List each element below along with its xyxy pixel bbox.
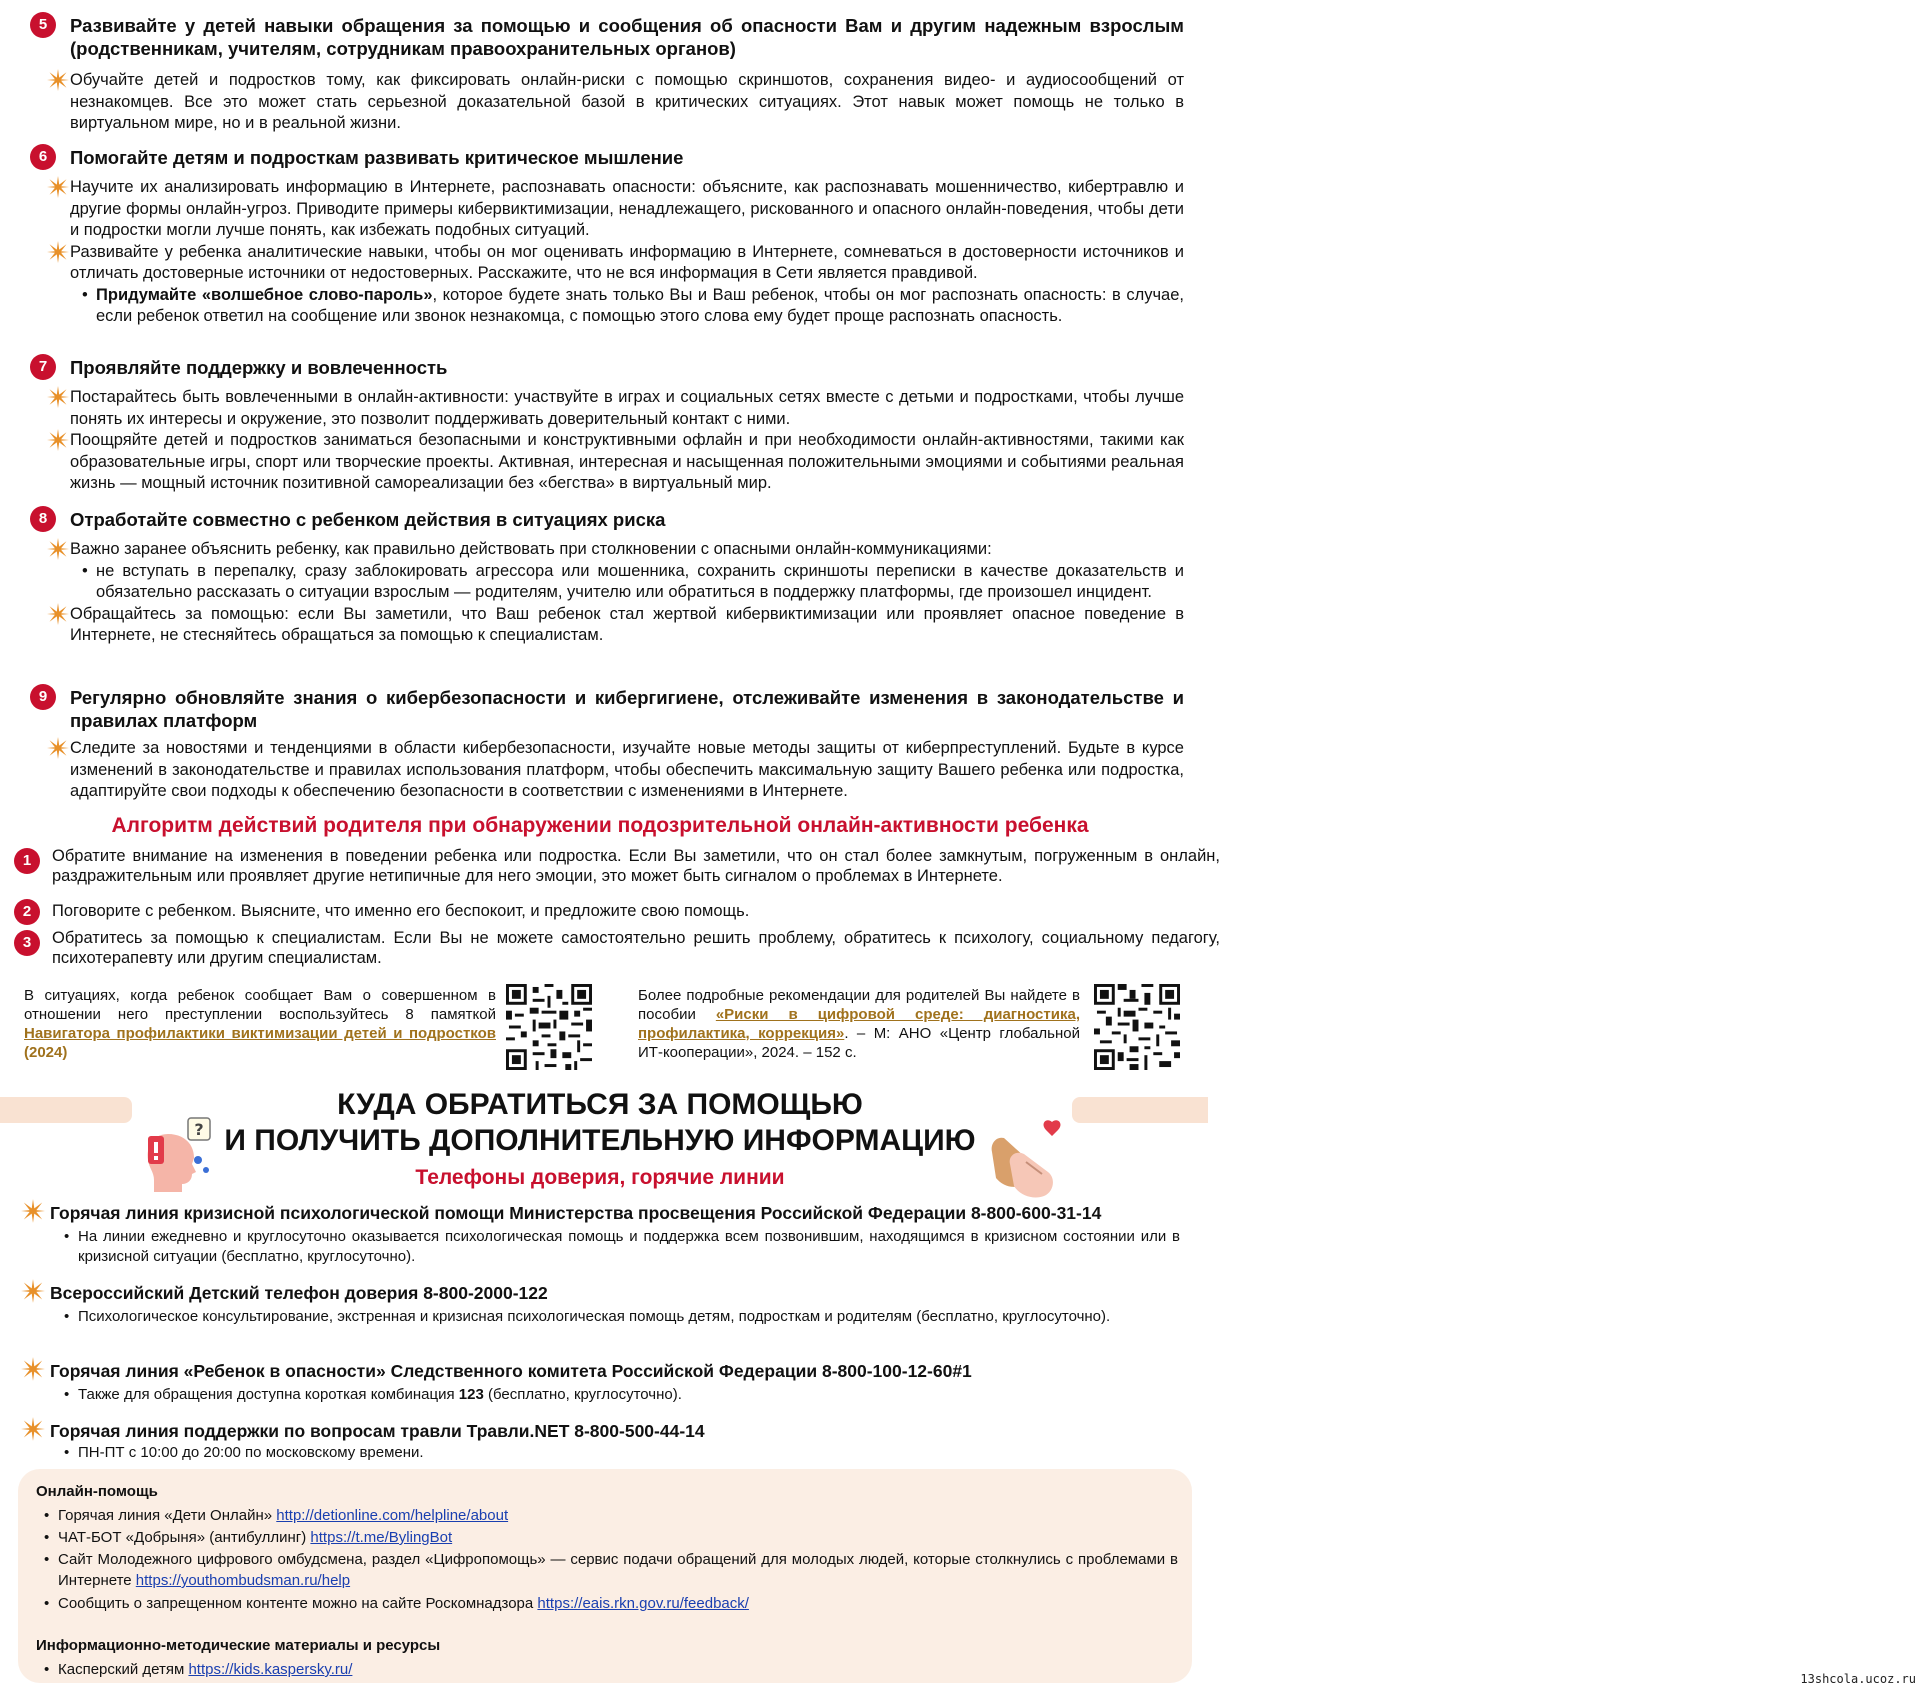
- section-heading: [24, 356, 1184, 379]
- section-title: Проявляйте поддержку и вовлеченность: [70, 357, 448, 378]
- sub-bullet-text: , которое будете знать только Вы и Ваш ребенок, чтобы он мог распознать опасность: в случае, если ребенок ответил на сообщение или звонок незнакомца, с помощью этого слова ему будет проще распознать опасность.: [96, 285, 1184, 325]
- bullet-item: [24, 70, 1184, 135]
- resources-title: Информационно-методические материалы и ресурсы: [36, 1637, 441, 1654]
- resource-text: Касперский детям: [58, 1661, 189, 1678]
- dot-bullet-icon: •: [82, 561, 88, 580]
- hotline-title-text: Горячая линия кризисной психологической помощи Министерства просвещения Российской Федерации 8-800-600-31-14: [50, 1203, 1102, 1223]
- section-title: Помогайте детям и подросткам развивать критическое мышление: [70, 147, 684, 168]
- hotline-desc: [20, 1443, 1180, 1463]
- step-number-badge: 3: [14, 930, 40, 956]
- dot-bullet-icon: •: [44, 1661, 50, 1678]
- sub-bullet-item: [24, 285, 1184, 328]
- online-help-title: Онлайн-помощь: [36, 1483, 158, 1500]
- reference-year: (2024): [24, 1044, 68, 1061]
- hotline-title: [20, 1202, 1180, 1224]
- hotline-title: [20, 1282, 1180, 1304]
- qr-code-right[interactable]: [1094, 984, 1180, 1070]
- reference-tail: . – М: АНО «Центр глобальной ИТ-кооперации», 2024. – 152 с.: [638, 1025, 1080, 1061]
- help-subtitle: Телефоны доверия, горячие линии: [415, 1166, 785, 1189]
- hotline-title-text: Горячая линия поддержки по вопросам травли Травли.NET 8-800-500-44-14: [50, 1421, 705, 1441]
- section-number-badge: 9: [30, 684, 56, 710]
- dot-bullet-icon: •: [64, 1228, 70, 1245]
- algorithm-title: Алгоритм действий родителя при обнаружении подозрительной онлайн-активности ребенка: [111, 814, 1089, 837]
- star-bullet-icon: [20, 1278, 46, 1304]
- watermark: 13shcola.ucoz.ru: [1800, 1672, 1916, 1686]
- bullet-text: Обращайтесь за помощью: если Вы заметили, что Ваш ребенок стал жертвой кибервиктимизации или проявляет опасное поведение в Интернете, не стесняйтесь обращаться за помощью к специалистам.: [70, 604, 1184, 644]
- online-help-item: [44, 1549, 1178, 1591]
- bullet-item: [24, 604, 1184, 647]
- section-heading: [24, 146, 1184, 169]
- algorithm-step: [14, 928, 1220, 968]
- hotline-desc-tail: (бесплатно, круглосуточно).: [483, 1386, 682, 1403]
- bullet-text: Постарайтесь быть вовлеченными в онлайн-активности: участвуйте в играх и социальных сетях вместе с детьми и подростками, чтобы лучше понять их интересы и окружение, это позволит поддерживать доверительный контакт с ними.: [70, 388, 1184, 428]
- hotline-desc-text: ПН-ПТ с 10:00 до 20:00 по московскому времени.: [78, 1444, 424, 1461]
- right-reference: [638, 986, 1080, 1062]
- section-title: Отработайте совместно с ребенком действия в ситуациях риска: [70, 509, 666, 530]
- handbook-link[interactable]: «Риски в цифровой среде: диагностика, профилактика, коррекция»: [638, 1006, 1080, 1042]
- algorithm-step: [14, 901, 1220, 921]
- star-bullet-icon: [46, 736, 70, 760]
- online-help-item: [44, 1593, 1178, 1614]
- sub-bullet-bold: Придумайте «волшебное слово-пароль»: [96, 285, 433, 304]
- hotline-item: [20, 1282, 1180, 1327]
- hotline-title-text: Всероссийский Детский телефон доверия 8-800-2000-122: [50, 1283, 548, 1303]
- step-text: Поговорите с ребенком. Выясните, что именно его беспокоит, и предложите свою помощь.: [52, 902, 750, 920]
- youthombudsman-link[interactable]: https://youthombudsman.ru/help: [135, 1572, 351, 1589]
- bullet-text: Развивайте у ребенка аналитические навыки, чтобы он мог оценивать информацию в Интернете, сомневаться в достоверности источников и отличать достоверные источники от недостоверных. Расскажите, что не вся информация в Сети является правдивой.: [70, 242, 1184, 282]
- online-item-text: Горячая линия «Дети Онлайн»: [58, 1507, 277, 1524]
- online-item-text: Сайт Молодежного цифрового омбудсмена, раздел «Цифропомощь» — сервис подачи обращений для молодых людей, которые столкнулись с проблемами в Интернете: [58, 1551, 1178, 1589]
- hotline-title: [20, 1420, 1180, 1442]
- star-bullet-icon: [46, 68, 70, 92]
- dot-bullet-icon: •: [44, 1507, 50, 1524]
- hotline-desc: [20, 1385, 1180, 1405]
- section-title: Развивайте у детей навыки обращения за помощью и сообщения об опасности Вам и другим надежным взрослым (родственникам, учителям, сотрудникам правоохранительных органов): [70, 15, 1184, 59]
- section-6: [24, 146, 1184, 328]
- section-5: [24, 14, 1184, 135]
- hotline-desc-text: Также для обращения доступна короткая комбинация: [78, 1386, 459, 1403]
- section-heading: [24, 686, 1184, 732]
- bullet-item: [24, 387, 1184, 430]
- online-item-text: ЧАТ-БОТ «Добрыня» (антибуллинг): [58, 1529, 311, 1546]
- section-number-badge: 8: [30, 506, 56, 532]
- section-heading: [24, 14, 1184, 60]
- step-number-badge: 1: [14, 848, 40, 874]
- help-title-line2: И ПОЛУЧИТЬ ДОПОЛНИТЕЛЬНУЮ ИНФОРМАЦИЮ: [224, 1124, 976, 1157]
- bullet-text: Поощряйте детей и подростков заниматься безопасными и конструктивными офлайн и при необходимости онлайн-активностями, такими как образовательные игры, спорт или творческие проекты. Активная, интересная и насыщенная положительными эмоциями и событиями реальная жизнь — мощный источник позитивной самореализации без «бегства» в виртуальный мир.: [70, 431, 1184, 492]
- rkn-feedback-link[interactable]: https://eais.rkn.gov.ru/feedback/: [537, 1595, 749, 1612]
- hotline-title-text: Горячая линия «Ребенок в опасности» Следственного комитета Российской Федерации 8-800-100-12-60#1: [50, 1361, 972, 1381]
- section-7: [24, 356, 1184, 495]
- bullet-text: Научите их анализировать информацию в Интернете, распознавать опасности: объясните, как распознавать мошенничество, кибертравлю и другие формы онлайн-угроз. Приводите примеры кибервиктимизации, ненадлежащего, рискованного и опасного онлайн-поведения, чтобы дети и подростки могли лучше понять, как избежать подобных ситуаций.: [70, 178, 1184, 239]
- hotline-desc: [20, 1227, 1180, 1267]
- bullet-text: Обучайте детей и подростков тому, как фиксировать онлайн-риски с помощью скриншотов, сохранения видео- и аудиосообщений от незнакомцев. Все это может стать серьезной доказательной базой в критических ситуациях. Этот навык может помощь не только в виртуальном мире, но и в реальной жизни.: [70, 71, 1184, 132]
- resource-item: [44, 1659, 1178, 1680]
- worried-head-icon: [138, 1114, 218, 1194]
- hotline-item: [20, 1360, 1180, 1405]
- bullet-text: Следите за новостями и тенденциями в области кибербезопасности, изучайте новые методы защиты от киберпреступлений. Будьте в курсе изменений в законодательстве и правилах использования платформ, чтобы обеспечить максимальную защиту Вашего ребенка или подростка, адаптируйте свои подходы к обеспечению безопасности в соответствии с изменениями в Интернете.: [70, 739, 1184, 800]
- hotline-desc: [20, 1307, 1180, 1327]
- dot-bullet-icon: •: [44, 1529, 50, 1546]
- hotline-desc-text: На линии ежедневно и круглосуточно оказывается психологическая помощь и поддержка всем позвонившим, находящимся в кризисном состоянии или в кризисной ситуации (бесплатно, круглосуточно).: [78, 1228, 1180, 1265]
- sub-bullet-item: [24, 561, 1184, 604]
- star-bullet-icon: [46, 240, 70, 264]
- star-bullet-icon: [46, 385, 70, 409]
- short-number: 123: [458, 1386, 484, 1403]
- bullet-item: [24, 738, 1184, 803]
- online-help-item: [44, 1527, 1178, 1548]
- star-bullet-icon: [20, 1198, 46, 1224]
- hotline-item: [20, 1420, 1180, 1463]
- star-bullet-icon: [20, 1416, 46, 1442]
- detionline-link[interactable]: http://detionline.com/helpline/about: [276, 1507, 509, 1524]
- section-9: [24, 686, 1184, 803]
- left-reference: [24, 986, 496, 1062]
- step-text: Обратитесь за помощью к специалистам. Если Вы не можете самостоятельно решить проблему, обратитесь к психологу, социальному педагогу, психотерапевту или другим специалистам.: [52, 929, 1220, 967]
- star-bullet-icon: [46, 537, 70, 561]
- online-help-item: [44, 1505, 1178, 1526]
- online-help-panel: [18, 1469, 1192, 1683]
- star-bullet-icon: [46, 602, 70, 626]
- section-title: Регулярно обновляйте знания о кибербезопасности и кибергигиене, отслеживайте изменения в законодательстве и правилах платформ: [70, 687, 1184, 731]
- supporting-hands-icon: [986, 1118, 1070, 1200]
- section-number-badge: 6: [30, 144, 56, 170]
- dot-bullet-icon: •: [44, 1551, 50, 1568]
- step-number-badge: 2: [14, 899, 40, 925]
- dot-bullet-icon: •: [64, 1444, 70, 1461]
- bullet-item: [24, 539, 1184, 561]
- section-heading: [24, 508, 1184, 531]
- qr-code-left[interactable]: [506, 984, 592, 1070]
- hotline-desc-text: Психологическое консультирование, экстренная и кризисная психологическая помощь детям, подросткам и родителям (бесплатно, круглосуточно).: [78, 1308, 1111, 1325]
- star-bullet-icon: [20, 1356, 46, 1382]
- bullet-item: [24, 430, 1184, 495]
- step-text: Обратите внимание на изменения в поведении ребенка или подростка. Если Вы заметили, что он стал более замкнутым, погруженным в онлайн, раздражительным или проявляет другие нетипичные для него эмоции, это может быть сигналом о проблемах в Интернете.: [52, 847, 1220, 885]
- bullet-item: [24, 177, 1184, 242]
- svg-text:?: ?: [194, 1120, 204, 1139]
- help-title-line1: КУДА ОБРАТИТЬСЯ ЗА ПОМОЩЬЮ: [337, 1088, 863, 1121]
- algorithm-step: [14, 846, 1220, 886]
- kaspersky-kids-link[interactable]: https://kids.kaspersky.ru/: [188, 1661, 353, 1678]
- online-item-text: Сообщить о запрещенном контенте можно на сайте Роскомнадзора: [58, 1595, 538, 1612]
- dot-bullet-icon: •: [64, 1308, 70, 1325]
- section-number-badge: 5: [30, 12, 56, 38]
- bylingbot-link[interactable]: https://t.me/BylingBot: [310, 1529, 453, 1546]
- dot-bullet-icon: •: [44, 1595, 50, 1612]
- navigator-link[interactable]: Навигатора профилактики виктимизации детей и подростков: [24, 1025, 496, 1042]
- sub-bullet-text: не вступать в перепалку, сразу заблокировать агрессора или мошенника, сохранить скриншоты переписки в качестве доказательств и обязательно рассказать о ситуации взрослым — родителям, учителю или обратиться в поддержку платформы, где произошел инцидент.: [96, 561, 1184, 601]
- star-bullet-icon: [46, 175, 70, 199]
- bullet-text: Важно заранее объяснить ребенку, как правильно действовать при столкновении с опасными онлайн-коммуникациями:: [70, 540, 992, 558]
- dot-bullet-icon: •: [64, 1386, 70, 1403]
- hotline-title: [20, 1360, 1180, 1382]
- hotline-item: [20, 1202, 1180, 1267]
- section-number-badge: 7: [30, 354, 56, 380]
- reference-text: В ситуациях, когда ребенок сообщает Вам о совершенном в отношении него преступлении воспользуйтесь 8 памяткой: [24, 987, 496, 1023]
- section-8: [24, 508, 1184, 647]
- dot-bullet-icon: •: [82, 285, 88, 304]
- bullet-item: [24, 242, 1184, 285]
- reference-text: Более подробные рекомендации для родителей Вы найдете в пособии: [638, 987, 1080, 1023]
- star-bullet-icon: [46, 428, 70, 452]
